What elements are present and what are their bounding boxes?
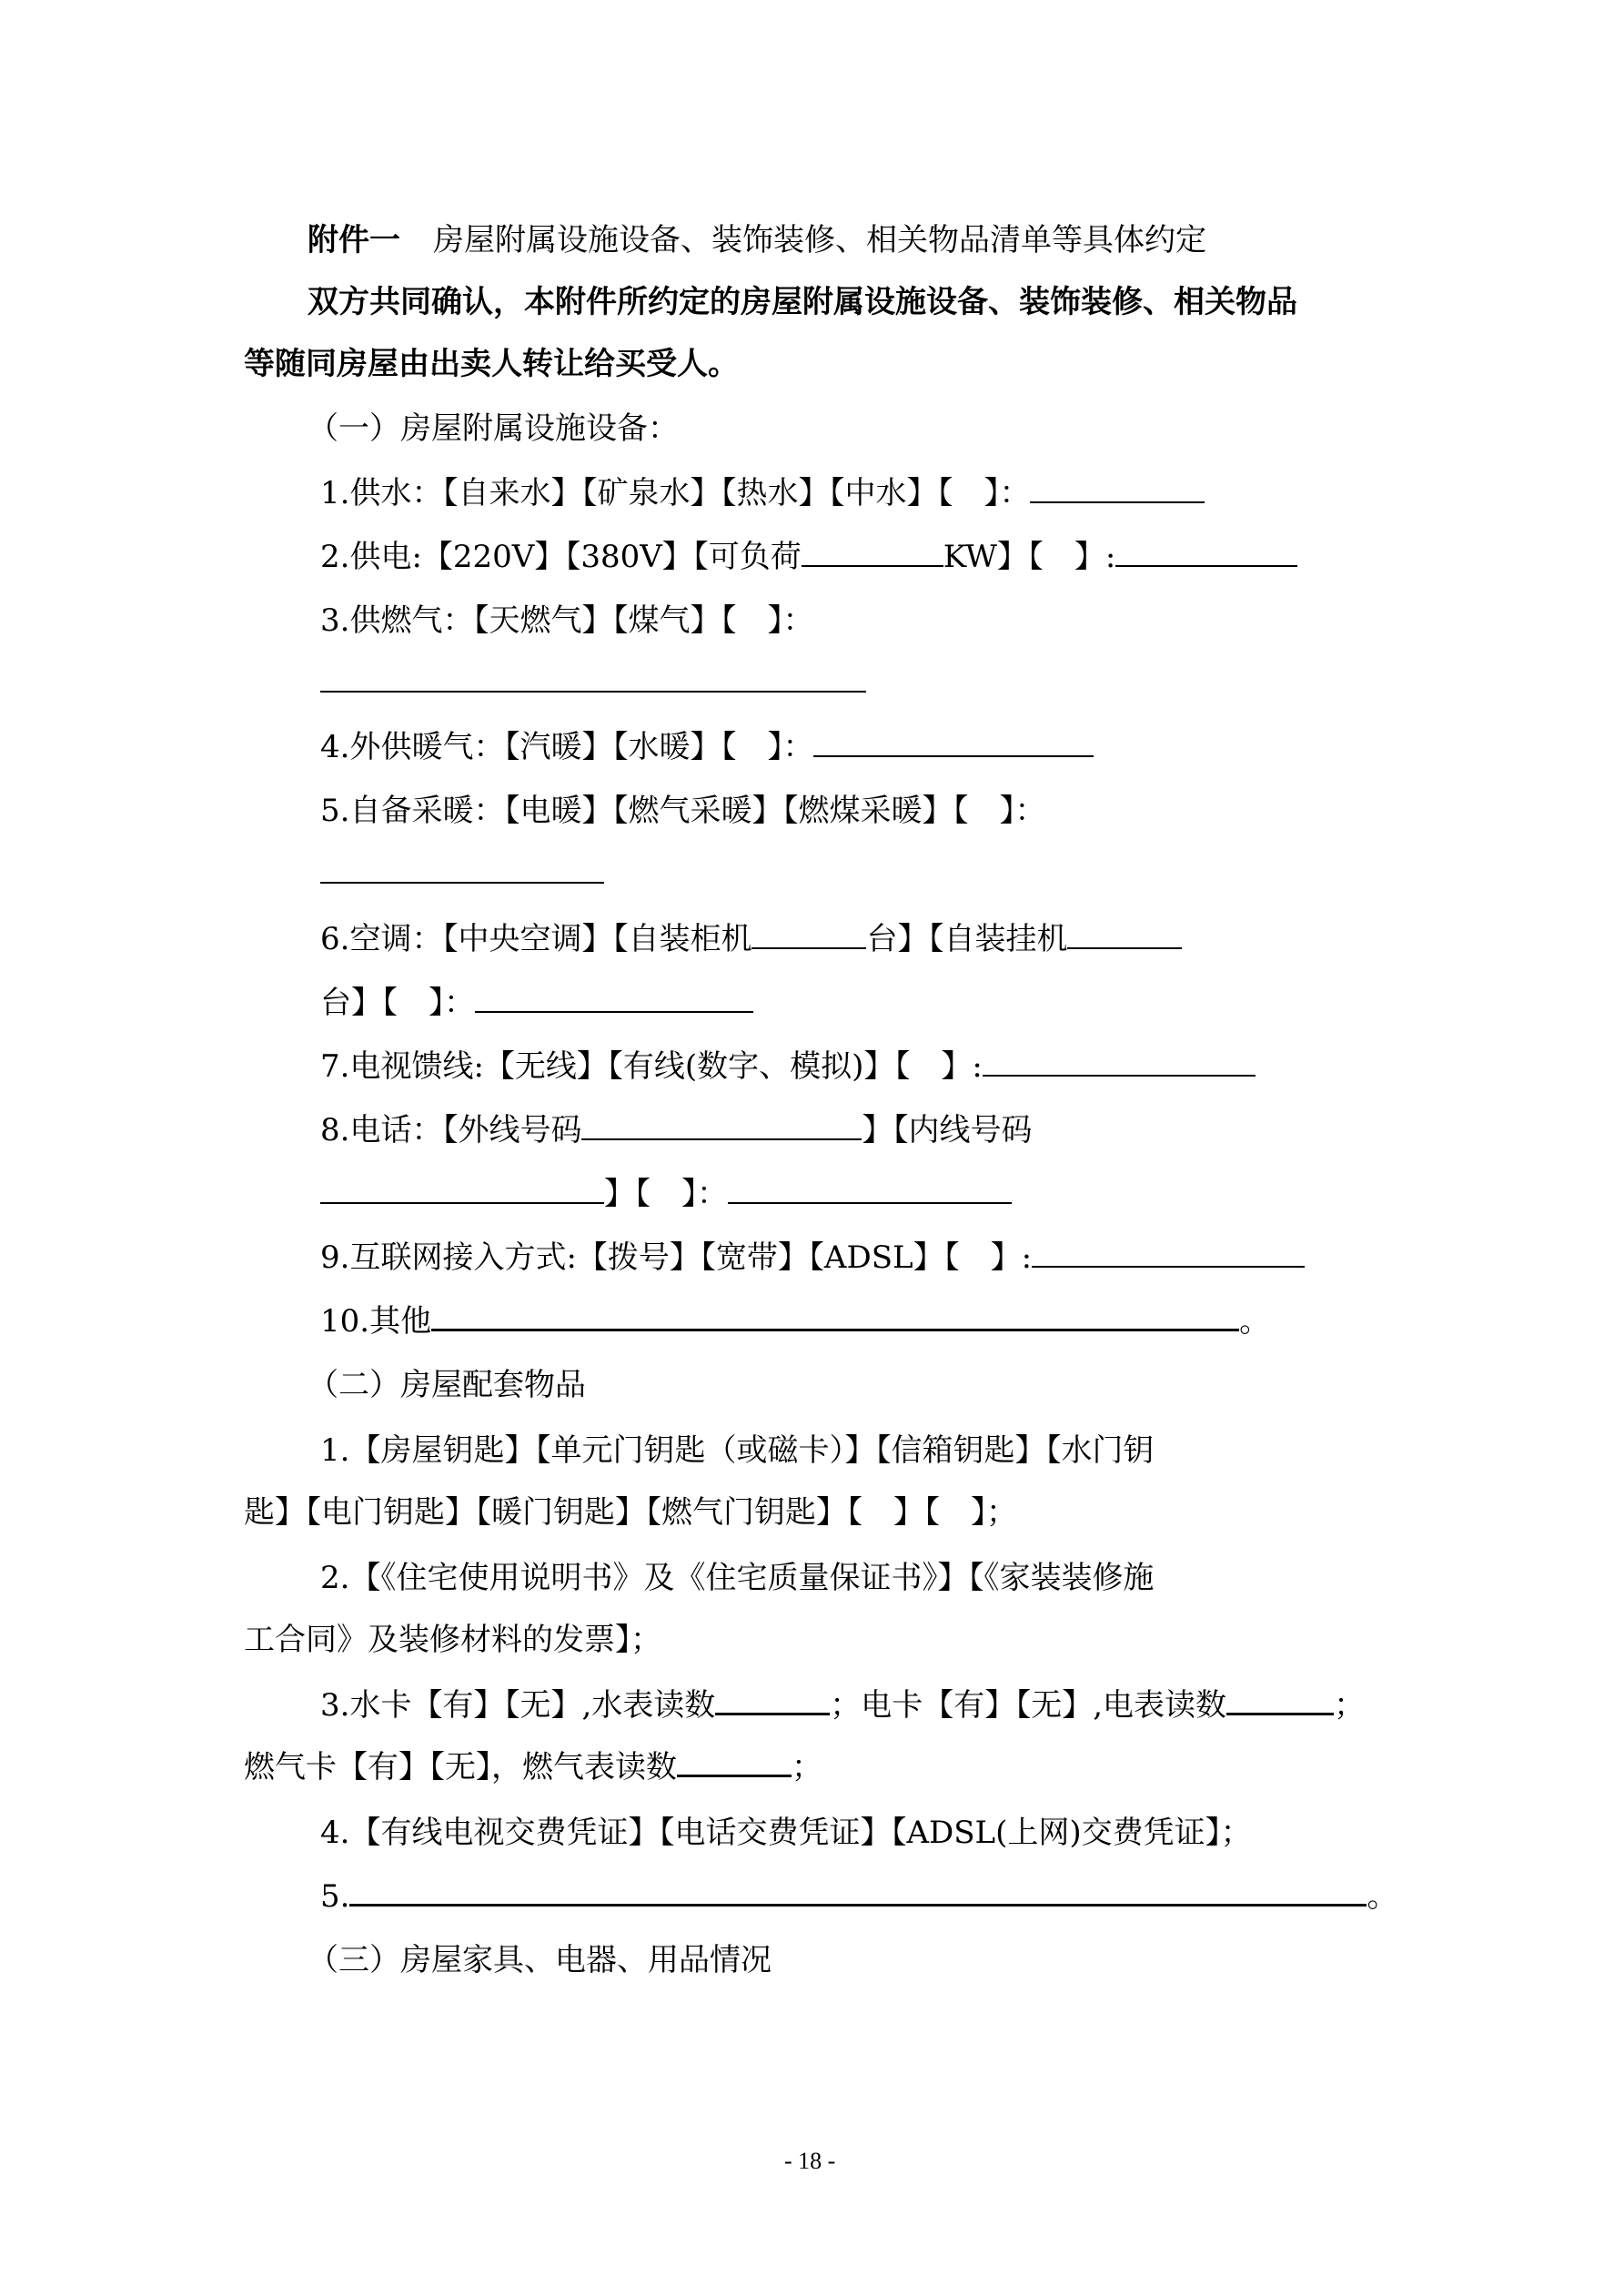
ac-wall-count-blank[interactable] (1067, 920, 1182, 949)
item-meter-text-a: 3.水卡【有】【无】,水表读数 (320, 1687, 716, 1724)
page-number: - 18 - (784, 2148, 836, 2174)
item-internet (320, 1238, 1305, 1278)
item-other-end: 。 (1239, 1303, 1271, 1340)
item-ac-text-a: 6.空调：【中央空调】【自装柜机 (320, 921, 752, 957)
item-heating (320, 727, 1094, 767)
item-keys-line-2: 匙】【电门钥匙】【暖门钥匙】【燃气门钥匙】【 】【 】； (244, 1494, 1017, 1531)
item-tv-line (320, 1047, 1256, 1087)
item-air-conditioning (320, 919, 1182, 959)
section-3-heading: （三）房屋家具、电器、用品情况 (308, 1942, 772, 1978)
item-payment-vouchers: 4.【有线电视交费凭证】【电话交费凭证】【ADSL(上网)交费凭证】； (320, 1815, 1252, 1851)
gas-supply-blank[interactable] (320, 663, 866, 693)
item-documents-line-1: 2.【《住宅使用说明书》及《住宅质量保证书》】【《家装装修施 (320, 1560, 1155, 1596)
item-meter-text-b: ；电卡【有】【无】,电表读数 (830, 1687, 1227, 1724)
item-telephone-cont (320, 1174, 1012, 1214)
ac-other-blank[interactable] (475, 984, 753, 1013)
item-five-label: 5. (320, 1878, 350, 1915)
item-meter-text-c: ； (1334, 1687, 1366, 1724)
outside-line-number-blank[interactable] (581, 1111, 862, 1140)
item-water-supply (320, 473, 1205, 513)
appendix-title (308, 220, 1206, 260)
item-keys-line-1: 1.【房屋钥匙】【单元门钥匙（或磁卡）】【信箱钥匙】【水门钥 (320, 1432, 1155, 1469)
item-phone-text-c: 】【 】： (604, 1176, 728, 1212)
heating-blank[interactable] (813, 728, 1094, 757)
item-other-text: 10.其他 (320, 1303, 432, 1340)
water-meter-reading-blank[interactable] (715, 1685, 830, 1715)
ac-cabinet-count-blank[interactable] (751, 920, 866, 949)
internet-blank[interactable] (1032, 1239, 1305, 1268)
appendix-title-text: 房屋附属设施设备、装饰装修、相关物品清单等具体约定 (433, 222, 1206, 258)
item-meter-cards (320, 1685, 1365, 1725)
inside-line-number-blank[interactable] (320, 1175, 604, 1204)
item-gas-supply-blank-line (320, 663, 866, 703)
other-blank[interactable] (431, 1301, 1239, 1331)
item-water-supply-text: 1.供水：【自来水】【矿泉水】【热水】【中水】【 】： (320, 475, 1031, 511)
self-heating-blank[interactable] (320, 855, 604, 884)
item-telephone (320, 1110, 1032, 1150)
item-meter-text-d: 燃气卡【有】【无】，燃气表读数 (244, 1749, 677, 1785)
item-power-supply-text-a: 2.供电:【220V】【380V】【可负荷 (320, 539, 802, 575)
item-tv-text: 7.电视馈线:【无线】【有线(数字、模拟)】【 】: (320, 1048, 983, 1085)
item-five-blank[interactable] (349, 1876, 1367, 1907)
intro-line-1: 双方共同确认，本附件所约定的房屋附属设施设备、装饰装修、相关物品 (308, 284, 1297, 320)
item-power-supply-text-b: KW】【 】: (943, 539, 1116, 575)
electric-meter-reading-blank[interactable] (1226, 1685, 1334, 1715)
item-other (320, 1301, 1270, 1341)
item-heating-text: 4.外供暖气：【汽暖】【水暖】【 】： (320, 729, 814, 765)
phone-other-blank[interactable] (728, 1175, 1012, 1204)
item-phone-text-b: 】【内线号码 (862, 1112, 1033, 1148)
item-self-heating-blank-line (320, 854, 604, 894)
item-five-end: 。 (1367, 1878, 1398, 1915)
item-self-heating: 5.自备采暖：【电暖】【燃气采暖】【燃煤采暖】【 】： (320, 793, 1046, 829)
water-supply-blank[interactable] (1030, 474, 1205, 503)
power-supply-blank[interactable] (1115, 538, 1297, 567)
item-gas-supply: 3.供燃气：【天燃气】【煤气】【 】： (320, 602, 814, 639)
item-five (320, 1876, 1397, 1917)
item-power-supply (320, 537, 1297, 577)
section-1-heading: （一）房屋附属设施设备： (308, 410, 679, 447)
gas-meter-reading-blank[interactable] (677, 1747, 792, 1777)
item-ac-text-b: 台】【自装挂机 (866, 921, 1068, 957)
appendix-label: 附件一 (308, 222, 400, 258)
item-meter-text-e: ； (792, 1749, 822, 1785)
item-air-conditioning-cont (320, 983, 753, 1023)
item-documents-line-2: 工合同》及装修材料的发票】； (244, 1622, 661, 1658)
item-internet-text: 9.互联网接入方式:【拨号】【宽带】【ADSL】【 】: (320, 1239, 1033, 1276)
section-2-heading: （二）房屋配套物品 (308, 1367, 586, 1403)
intro-line-2: 等随同房屋由出卖人转让给买受人。 (244, 346, 739, 382)
item-meter-cards-cont (244, 1747, 822, 1787)
item-ac-text-c: 台】【 】： (320, 985, 475, 1021)
item-phone-text-a: 8.电话：【外线号码 (320, 1112, 582, 1148)
tv-line-blank[interactable] (983, 1047, 1256, 1077)
power-load-blank[interactable] (802, 538, 943, 567)
